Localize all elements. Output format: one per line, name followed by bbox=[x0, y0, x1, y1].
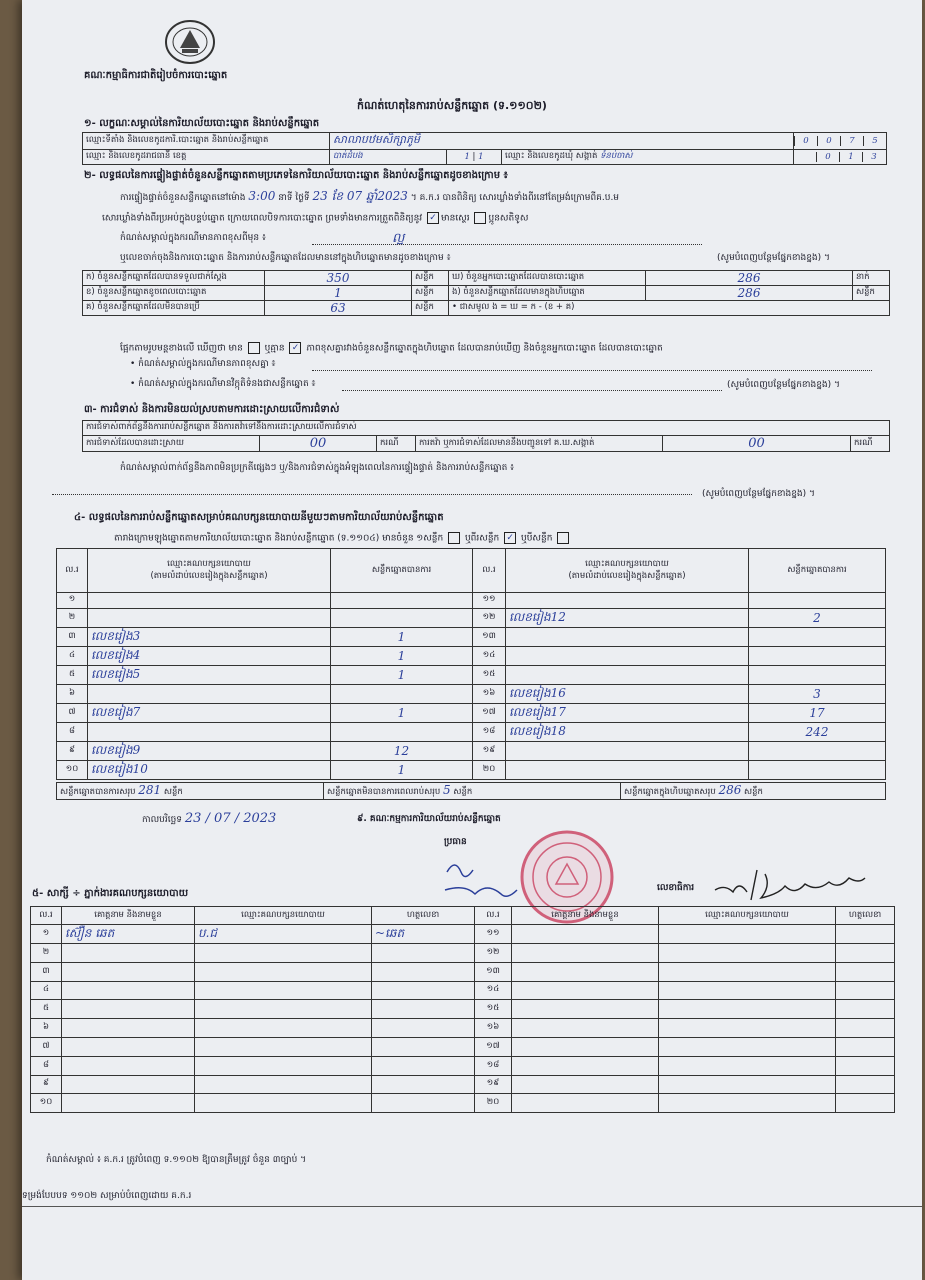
commune-code-2: 1 bbox=[839, 152, 862, 162]
section3-title: ៣- ការជំទាស់ និងការមិនយល់ស្របតាមការដោះស្រាយលើការជំទាស់ bbox=[84, 404, 340, 415]
forwarded-value: 00 bbox=[748, 436, 765, 451]
result-right-no: ១៧ bbox=[482, 706, 496, 717]
witness-col-no-left: ល.រ bbox=[31, 907, 62, 925]
result-right-no: ១៨ bbox=[482, 725, 496, 736]
seal-yes-label: មានស្ថេរ bbox=[441, 213, 470, 224]
section4-subtitle: តារាងក្រោមឡុងឆ្នោតតាមការិយាល័យបោះឆ្នោត និងរាប់សន្លឹកឆ្នោត (ទ.១១០៤) មានចំនួន ១សន្លឹក bbox=[114, 533, 444, 544]
witness-row bbox=[31, 1037, 895, 1056]
witness-row bbox=[31, 981, 895, 1000]
result-left-no: ៣ bbox=[68, 630, 76, 641]
result-left-party: លេខរៀង9 bbox=[91, 742, 141, 757]
results-row bbox=[57, 646, 886, 665]
ballot-a-label: ក) ចំនួនសន្លឹកឆ្នោតដែលបានទទួលជាក់ស្តែង bbox=[83, 271, 265, 286]
verify-line bbox=[120, 190, 619, 204]
results-col-party-right: ឈ្មោះគណបក្សនយោបាយ bbox=[585, 558, 669, 569]
ballot-b-value: 1 bbox=[334, 286, 342, 300]
result-right-party: លេខរៀង17 bbox=[509, 704, 566, 719]
results-row bbox=[57, 627, 886, 646]
ballot-c-unit: សន្លឹក bbox=[412, 301, 449, 316]
witness-row bbox=[31, 962, 895, 981]
three-sheets-label: ឬបីសន្លឹក bbox=[521, 533, 553, 544]
results-col-votes-right: សន្លឹកឆ្នោតបានការ bbox=[749, 549, 886, 593]
province-code-1: 1 bbox=[464, 152, 470, 162]
witness-no: ៦ bbox=[42, 1022, 50, 1033]
seal-line-text: សោរឃ្លាំងទាំងពីរប្រអប់ក្នុងបន្ទប់ឆ្នោត ក្រោយពេលបិទការបោះឆ្នោត ព្រមទាំងមានការត្រួតពិនិត្យនូវ bbox=[102, 213, 423, 224]
ballot-formula: • ជាសមូល ង = ឃ = ក - (ខ + គ) bbox=[449, 301, 890, 316]
witness-col-no-right: ល.រ bbox=[475, 907, 512, 925]
date-label: កាលបរិច្ឆេទ bbox=[142, 815, 182, 825]
witness-row bbox=[31, 925, 895, 944]
result-left-no: ៦ bbox=[68, 687, 76, 698]
ballot-e-label: ង) ចំនួនសន្លឹកឆ្នោតដែលមានក្នុងហិបឆ្នោត bbox=[449, 286, 646, 301]
witness-col-sign-left: ហត្ថលេខា bbox=[372, 907, 475, 925]
ballot-d-unit: នាក់ bbox=[853, 271, 890, 286]
ballot-a-unit: សន្លឹក bbox=[412, 271, 449, 286]
diff-note-value: ល្អ bbox=[392, 231, 405, 246]
verify-line-a: ការផ្ទៀងផ្ទាត់ចំនួនសន្លឹកឆ្នោតនៅម៉ោង bbox=[120, 193, 246, 203]
seal-yes-checkbox[interactable]: ✓ bbox=[427, 212, 439, 224]
witness-no-right: ១៦ bbox=[486, 1022, 500, 1033]
result-left-party: លេខរៀង3 bbox=[91, 628, 141, 643]
form-title: កំណត់ហេតុនៃការរាប់សន្លឹកឆ្នោត (ទ.១១០២) bbox=[357, 99, 547, 112]
total-valid-cell bbox=[57, 783, 324, 800]
result-left-no: ១០ bbox=[65, 763, 79, 774]
witness-no: ៥ bbox=[42, 1003, 50, 1014]
total-box-value: 286 bbox=[718, 783, 742, 797]
witness-col-party-left: ឈ្មោះគណបក្សនយោបាយ bbox=[195, 907, 372, 925]
seal-line bbox=[102, 212, 528, 224]
result-right-no: ១៥ bbox=[482, 668, 496, 679]
result-left-votes: 1 bbox=[397, 629, 406, 644]
witness-table bbox=[30, 906, 895, 1113]
section4-subtitle-line bbox=[114, 532, 571, 544]
nec-emblem bbox=[162, 18, 218, 66]
witness-no: ១០ bbox=[39, 1097, 53, 1108]
witness-row bbox=[31, 1094, 895, 1113]
total-valid-value: 281 bbox=[138, 783, 162, 797]
witness-no: ៧ bbox=[42, 1040, 50, 1051]
location-code-3: 7 bbox=[840, 136, 863, 146]
witness-col-name-right: គោត្តនាម និងនាមខ្លួន bbox=[512, 907, 659, 925]
invalid-note-hint: (សូមបំពេញបន្ថែមផ្នែកខាងខ្នង) ។ bbox=[727, 380, 840, 390]
result-right-votes: 242 bbox=[805, 724, 829, 739]
result-left-party: លេខរៀង4 bbox=[91, 647, 141, 662]
results-col-party-sub-left: (តាមលំដាប់លេខរៀងក្នុងសន្លឹកឆ្នោត) bbox=[150, 570, 268, 581]
witness-no-right: ១១ bbox=[486, 928, 500, 938]
section4-title: ៤- លទ្ធផលនៃការរាប់សន្លឹកឆ្នោតសម្រាប់គណបក្សនយោបាយនីមួយៗតាមការិយាល័យរាប់សន្លឹកឆ្នោត bbox=[74, 512, 444, 523]
results-row bbox=[57, 665, 886, 684]
result-left-no: ៨ bbox=[68, 725, 76, 736]
chair-label: ប្រធាន bbox=[444, 837, 467, 847]
witness-row bbox=[31, 1075, 895, 1094]
location-label: ឈ្មោះទីតាំង និងលេខកូដការិ.បោះឆ្នោត និងរាប់សន្លឹកឆ្នោត bbox=[83, 133, 330, 150]
witness-no: ៤ bbox=[42, 984, 50, 995]
result-left-party: លេខរៀង5 bbox=[91, 666, 141, 681]
results-totals bbox=[56, 782, 886, 800]
ballot-count-table bbox=[82, 270, 890, 316]
section5-title: ៥- សាក្សី ÷ ភ្នាក់ងារគណបក្សនយោបាយ bbox=[32, 888, 189, 899]
result-left-votes: 12 bbox=[393, 743, 410, 758]
results-col-no-right: ល.រ bbox=[473, 549, 506, 593]
total-valid-unit: សន្លឹក bbox=[163, 787, 183, 797]
witness-no: ២ bbox=[42, 946, 50, 957]
verify-line-c: ។ គ.ក.រ បានពិនិត្យ សោរឃ្លាំងទាំងពីរនៅតែម្រង់ក្រោមពីគ.ប.ម bbox=[410, 193, 620, 203]
difference-check-desc: ភាពខុសគ្នារវាងចំនួនសន្លឹកឆ្នោតក្នុងហិបឆ្នោត ដែលបានរាប់ឃើញ និងចំនួនអ្នកបោះឆ្នោត ដែលបានបោះឆ្នោត bbox=[306, 343, 663, 354]
invalid-note: • កំណត់សម្គាល់ក្នុងករណីមានវិក្កុតិទំនងជាសន្លឹកឆ្នោត ៖ bbox=[130, 379, 316, 389]
ballot-a-value: 350 bbox=[326, 271, 350, 285]
result-left-party: លេខរៀង10 bbox=[91, 761, 148, 776]
ballot-b-label: ខ) ចំនួនសន្លឹកឆ្នោតខូចពេលបោះឆ្នោត bbox=[83, 286, 265, 301]
difference-check-text: ផ្អែកតាមរូបមន្តខាងលើ ឃើញថា មាន bbox=[120, 343, 243, 354]
commune-value: ទំនប់ចាស់ bbox=[600, 151, 633, 161]
section2-note: (សូមបំពេញបន្ថែមផ្នែកខាងខ្នង) ។ bbox=[717, 253, 830, 263]
total-invalid-label: សន្លឹកឆ្នោតមិនបានការពេលរាប់សរុប bbox=[327, 787, 441, 797]
result-right-votes: 2 bbox=[813, 610, 821, 625]
chair-signature bbox=[437, 852, 527, 902]
location-value: សាលាបឋមសិក្សាភូមិ bbox=[333, 133, 420, 146]
result-left-votes: 1 bbox=[397, 667, 406, 682]
witness-no-right: ២០ bbox=[486, 1097, 500, 1108]
commune-code-1: 0 bbox=[816, 152, 839, 162]
location-code-2: 0 bbox=[817, 136, 840, 146]
total-invalid-value: 5 bbox=[443, 783, 451, 797]
results-table bbox=[56, 548, 886, 780]
witness-col-sign-right: ហត្ថលេខា bbox=[836, 907, 895, 925]
results-row bbox=[57, 703, 886, 722]
org-name: គណៈកម្មាធិការជាតិរៀបចំការបោះឆ្នោត bbox=[84, 70, 228, 81]
verify-line-b: នាទី ថ្ងៃទី bbox=[278, 193, 310, 203]
date-value: 23 / 07 / 2023 bbox=[184, 811, 277, 826]
objection-note: កំណត់សម្គាល់ពាក់ព័ន្ធនឹងភាពមិនប្រក្រតីផ្សេងៗ ឬ/និងការជំទាស់ក្នុងអំឡុងពេលនៃការផ្ទៀងផ្ទាត់ និងការរាប់សន្លឹកឆ្នោត ៖ bbox=[120, 463, 515, 473]
witness-row bbox=[31, 1056, 895, 1075]
forwarded-label: ការតវ៉ា ឬការជំទាស់ដែលមាននឹងបញ្ជូនទៅ គ.ឃ.សង្កាត់ bbox=[416, 436, 663, 452]
result-right-no: ១៩ bbox=[482, 744, 496, 755]
seal-no-checkbox[interactable] bbox=[474, 212, 486, 224]
result-left-votes: 1 bbox=[397, 762, 406, 777]
result-left-no: ៩ bbox=[68, 744, 76, 755]
diff-note-label: កំណត់សម្គាល់ក្នុងករណីមានភាពខុសពីមុន ៖ bbox=[120, 233, 266, 243]
commune-label: ឈ្មោះ និងលេខកូដឃុំ សង្កាត់ bbox=[505, 151, 598, 161]
witness-sign: ~ឆេត bbox=[375, 926, 405, 940]
total-box-cell bbox=[621, 783, 886, 800]
witness-no: ៨ bbox=[42, 1059, 50, 1070]
difference-yes-checkbox[interactable] bbox=[248, 342, 260, 354]
witness-no-right: ១៣ bbox=[486, 965, 500, 976]
difference-no-checkbox[interactable]: ✓ bbox=[289, 342, 301, 354]
ballot-e-value: 286 bbox=[737, 286, 761, 300]
one-sheet-checkbox[interactable] bbox=[448, 532, 460, 544]
results-row bbox=[57, 608, 886, 627]
witness-no-right: ១៥ bbox=[486, 1003, 500, 1014]
witness-no-right: ១៤ bbox=[486, 984, 500, 995]
results-row bbox=[57, 722, 886, 741]
result-right-no: ២០ bbox=[482, 763, 496, 774]
difference-check-line bbox=[120, 342, 663, 354]
ballot-d-label: ឃ) ចំនួនអ្នកបោះឆ្នោតដែលបានបោះឆ្នោត bbox=[449, 271, 646, 286]
province-label: ឈ្មោះ និងលេខកូដរាជធានី ខេត្ត bbox=[83, 150, 330, 165]
secretary-label: លេខាធិការ bbox=[657, 883, 695, 893]
form-footer: ទម្រង់បែបបទ ១១០២ សម្រាប់បំពេញដោយ គ.ក.រ bbox=[22, 1191, 192, 1201]
results-row bbox=[57, 760, 886, 779]
result-left-party: លេខរៀង7 bbox=[91, 704, 141, 719]
province-value: បាត់ដំបង bbox=[333, 151, 363, 161]
three-sheets-checkbox[interactable] bbox=[557, 532, 569, 544]
witness-row bbox=[31, 1000, 895, 1019]
result-right-no: ១១ bbox=[482, 594, 496, 605]
result-right-no: ១៣ bbox=[482, 630, 496, 641]
resolved-label: ការជំទាស់ដែលបានដោះស្រាយ bbox=[83, 436, 260, 452]
results-col-no-left: ល.រ bbox=[57, 549, 88, 593]
witness-no: ១ bbox=[42, 928, 50, 938]
verify-date: 23 ខែ 07 ឆ្នាំ2023 bbox=[312, 189, 408, 203]
forwarded-unit: ករណី bbox=[851, 436, 890, 452]
result-left-votes: 1 bbox=[397, 648, 406, 663]
province-code-2: 1 bbox=[478, 152, 484, 162]
verify-time: 3:00 bbox=[248, 189, 276, 203]
results-row bbox=[57, 741, 886, 760]
total-box-unit: សន្លឹក bbox=[744, 787, 763, 797]
witness-no-right: ១៨ bbox=[486, 1059, 500, 1070]
section1-title: ១- លក្ខណៈសម្គាល់នៃការិយាល័យបោះឆ្នោត និងរាប់សន្លឹកឆ្នោត bbox=[84, 118, 320, 129]
ballot-d-value: 286 bbox=[737, 271, 761, 285]
result-right-party: លេខរៀង12 bbox=[509, 609, 566, 624]
total-valid-label: សន្លឹកឆ្នោតបានការសរុប bbox=[60, 787, 136, 797]
objection-header: ការជំទាស់ពាក់ព័ន្ធនឹងការរាប់សន្លឹកឆ្នោត និងការតវ៉ាទៅនឹងការដោះស្រាយលើការជំទាស់ bbox=[83, 421, 890, 436]
total-box-label: សន្លឹកឆ្នោតក្នុងហិបឆ្នោតសរុប bbox=[624, 787, 716, 797]
resolved-unit: ករណី bbox=[377, 436, 416, 452]
results-col-votes-left: សន្លឹកឆ្នោតបានការ bbox=[331, 549, 473, 593]
result-right-votes: 3 bbox=[813, 686, 821, 701]
witness-no: ៣ bbox=[42, 965, 50, 976]
objection-note-hint: (សូមបំពេញបន្ថែមផ្នែកខាងខ្នង) ។ bbox=[702, 489, 815, 499]
two-sheets-label: ឬពីរសន្លឹក bbox=[464, 533, 500, 544]
two-sheets-checkbox[interactable]: ✓ bbox=[504, 532, 516, 544]
resolved-value: 00 bbox=[309, 436, 327, 451]
ballot-b-unit: សន្លឹក bbox=[412, 286, 449, 301]
result-left-votes: 1 bbox=[397, 705, 406, 720]
section2-title: ២- លទ្ធផលនៃការផ្ទៀងផ្ទាត់ចំនួនសន្លឹកឆ្នោតតាមប្រភេទនៃការិយាល័យបោះឆ្នោត និងរាប់សន្លឹកឆ្នោតដូចខាងក្រោម ៖ bbox=[84, 170, 508, 181]
section1-table: ឈ្មោះទីតាំង និងលេខកូដការិ.បោះឆ្នោត និងរាប់សន្លឹកឆ្នោត សាលាបឋមសិក្សាភូមិ 0 0 7 5 ឈ្មោះ និងលេខកូដរាជធានី ខេត្ត បាត់ដំបង 1 | 1 ឈ្មោះ និងលេខកូដឃុំ សង្កាត់ ទំនប់ចាស់ 0 1 3 bbox=[82, 132, 887, 165]
witness-row bbox=[31, 944, 895, 963]
witness-row bbox=[31, 1019, 895, 1038]
results-row bbox=[57, 593, 886, 609]
result-right-no: ១៦ bbox=[482, 687, 496, 698]
difference-note: • កំណត់សម្គាល់ក្នុងករណីមានភាពខុសគ្នា ៖ bbox=[130, 359, 276, 369]
result-right-no: ១២ bbox=[482, 611, 496, 622]
location-code-4: 5 bbox=[863, 136, 886, 146]
location-code-1: 0 bbox=[794, 136, 817, 146]
result-left-no: ១ bbox=[68, 594, 76, 605]
ballot-c-label: គ) ចំនួនសន្លឹកឆ្នោតដែលមិនបានប្រើ bbox=[83, 301, 265, 316]
witness-no-right: ១២ bbox=[486, 946, 500, 957]
results-row bbox=[57, 684, 886, 703]
witness-no: ៩ bbox=[42, 1078, 50, 1089]
result-left-no: ៥ bbox=[68, 668, 76, 679]
results-col-party-left: ឈ្មោះគណបក្សនយោបាយ bbox=[167, 558, 251, 569]
witness-name: ស៊ឿន ឆេត bbox=[65, 926, 115, 940]
witness-party: ប.ជ bbox=[198, 926, 218, 940]
secretary-signature bbox=[707, 860, 887, 910]
total-invalid-cell bbox=[324, 783, 621, 800]
witness-col-party-right: ឈ្មោះគណបក្សនយោបាយ bbox=[659, 907, 836, 925]
result-right-party: លេខរៀង16 bbox=[509, 685, 566, 700]
ballot-e-unit: សន្លឹក bbox=[853, 286, 890, 301]
results-col-party-sub-right: (តាមលំដាប់លេខរៀងក្នុងសន្លឹកឆ្នោត) bbox=[568, 570, 686, 581]
footnote: កំណត់សម្គាល់ ៖ គ.ក.រ ត្រូវបំពេញ ទ.១១០២ ឱ្យបានត្រឹមត្រូវ ចំនួន ៣ច្បាប់ ។ bbox=[46, 1155, 307, 1165]
result-left-no: ២ bbox=[68, 611, 76, 622]
form-sheet bbox=[22, 0, 922, 1280]
witness-col-name-left: គោត្តនាម និងនាមខ្លួន bbox=[62, 907, 195, 925]
result-left-no: ៤ bbox=[68, 649, 76, 660]
objection-table bbox=[82, 420, 890, 452]
ballot-intro: ឬលេខចាក់ចុងនិងការបោះឆ្នោត និងការរាប់សន្លឹកឆ្នោតដែលមាននៅក្នុងហិបឆ្នោតមានដូចខាងក្រោម ៖ bbox=[120, 253, 451, 263]
ballot-c-value: 63 bbox=[330, 301, 346, 315]
seal-no-label: ប្អូនសតិទូស bbox=[488, 213, 529, 224]
witness-no-right: ១៧ bbox=[486, 1040, 500, 1051]
date-line bbox=[142, 812, 276, 826]
result-right-votes: 17 bbox=[809, 705, 825, 720]
difference-no-label: ឬគ្មាន bbox=[264, 343, 285, 354]
result-left-no: ៧ bbox=[68, 706, 76, 717]
result-right-no: ១៤ bbox=[482, 649, 496, 660]
signing-committee: ៩. គណៈកម្មការការិយាល័យរាប់សន្លឹកឆ្នោត bbox=[357, 814, 501, 824]
commune-code-3: 3 bbox=[862, 152, 885, 162]
result-right-party: លេខរៀង18 bbox=[509, 723, 566, 738]
witness-no-right: ១៩ bbox=[486, 1078, 500, 1089]
total-invalid-unit: សន្លឹក bbox=[453, 787, 473, 797]
